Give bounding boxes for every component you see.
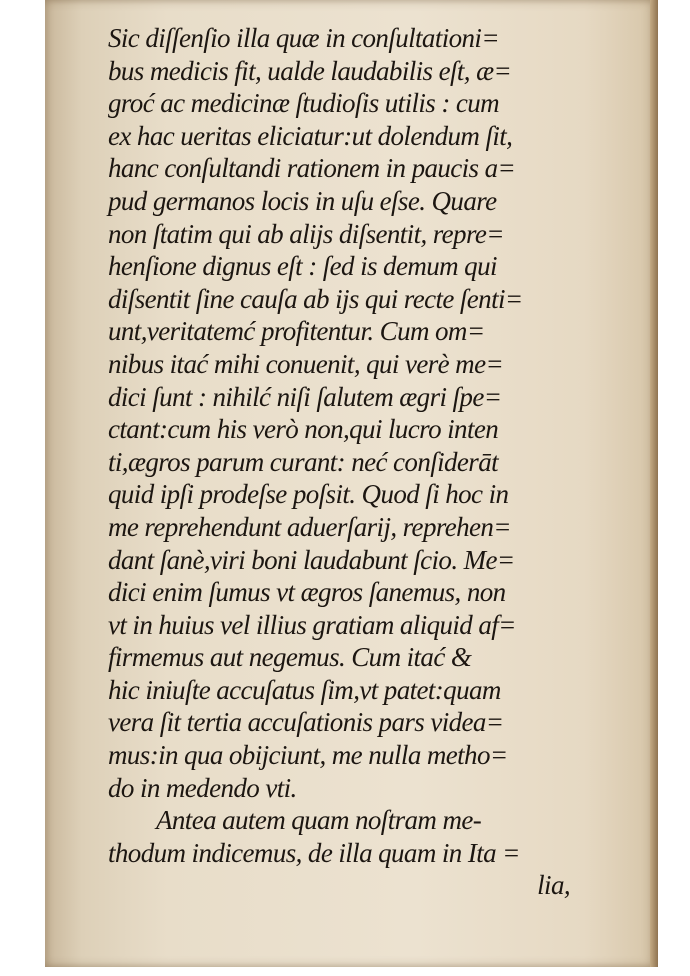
text-line: mus:in qua obijciunt, me nulla metho= [108,740,508,771]
text-line: dici enim ſumus vt ægros ſanemus, non [108,577,506,608]
text-line: vt in huius vel illius gratiam aliquid af= [108,609,516,640]
text-line: groć ac medicinæ ſtudioſis utilis : cum [108,88,500,119]
paragraph-start-line: Antea autem quam noſtram me- [156,805,482,836]
text-line: do in medendo vti. [108,772,297,803]
text-line: pud germanos locis in uſu eſse. Quare [108,185,497,216]
text-line: Sic diſſenſio illa quæ in conſultationi= [108,23,499,53]
text-line: vera ſit tertia accuſationis pars videa= [108,707,504,738]
catchword: lia, [537,870,570,901]
text-line: me reprehendunt aduerſarij, reprehen= [108,511,511,542]
text-line: hanc conſultandi rationem in paucis a= [108,153,516,184]
text-line: bus medicis fit, ualde laudabilis eſt, æ= [108,55,512,86]
text-line: henſione dignus eſt : ſed is demum qui [108,251,497,282]
text-line: nibus itać mihi conuenit, qui verè me= [108,348,504,379]
text-line: ex hac ueritas eliciatur:ut dolendum ſit, [108,120,513,151]
text-line: quid ipſi prodeſse poſsit. Quod ſi hoc in [108,479,509,510]
text-line: thodum indicemus, de illa quam in Ita = [108,837,520,868]
text-line: firmemus aut negemus. Cum itać & [108,642,472,673]
text-line: ti,ægros parum curant: neć conſiderāt [108,446,499,477]
text-line: unt,veritatemć profitentur. Cum om= [108,316,485,347]
text-line: dici ſunt : nihilć niſi ſalutem ægri ſpe= [108,381,502,412]
text-line: dant ſanè,viri boni laudabunt ſcio. Me= [108,544,515,575]
text-line: hic iniuſte accuſatus ſim,vt patet:quam [108,674,501,705]
page-edge [650,0,658,967]
text-line: ctant:cum his verò non,qui lucro inten [108,414,499,445]
body-text [108,22,628,902]
text-line: diſsentit ſine cauſa ab ijs qui recte ſenti= [108,283,523,314]
text-line: non ſtatim qui ab alijs diſsentit, repre= [108,218,504,249]
